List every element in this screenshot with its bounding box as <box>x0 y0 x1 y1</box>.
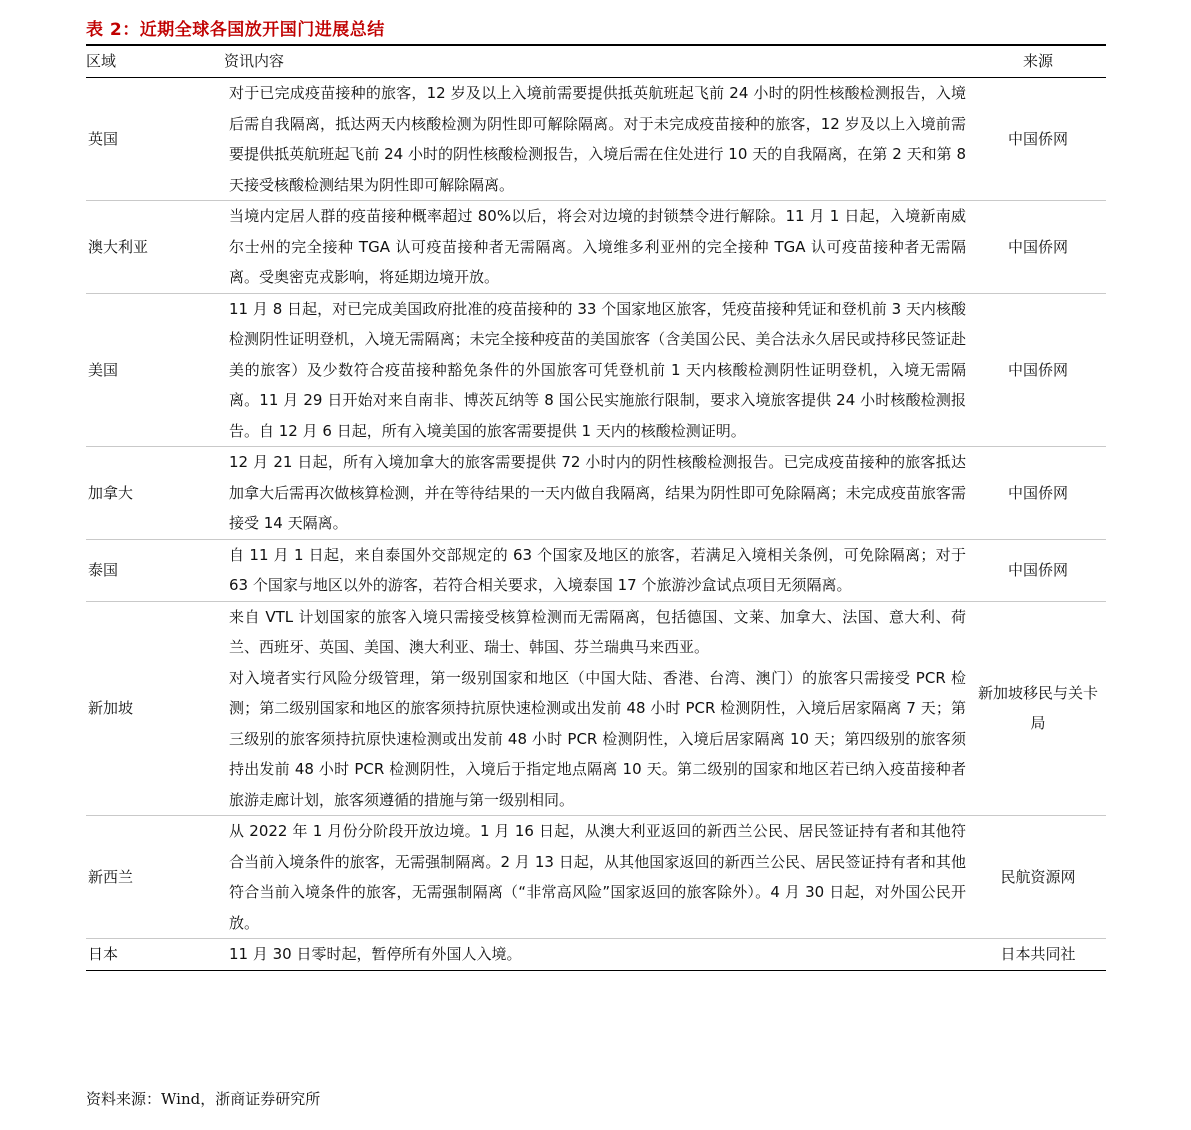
source-cell: 中国侨网 <box>970 539 1106 601</box>
content-paragraph: 11 月 30 日零时起，暂停所有外国人入境。 <box>229 945 522 963</box>
content-cell <box>224 78 970 201</box>
content-paragraph: 当境内定居人群的疫苗接种概率超过 80%以后，将会对边境的封锁禁令进行解除。11 月 1 日起，入境新南威尔士州的完全接种 TGA 认可疫苗接种者无需隔离。入境维多利亚州的完全接种 TGA 认可疫苗接种者无需隔离。受奥密克戎影响，将延期边境开放。 <box>229 207 966 286</box>
content-cell <box>224 201 970 294</box>
source-cell: 日本共同社 <box>970 939 1106 971</box>
table-row <box>86 601 1106 816</box>
source-cell: 中国侨网 <box>970 447 1106 540</box>
table-row <box>86 78 1106 201</box>
source-cell: 中国侨网 <box>970 201 1106 294</box>
region-cell: 英国 <box>86 78 224 201</box>
source-cell: 中国侨网 <box>970 78 1106 201</box>
table-row <box>86 939 1106 971</box>
content-cell <box>224 447 970 540</box>
content-paragraph: 11 月 8 日起，对已完成美国政府批准的疫苗接种的 33 个国家地区旅客，凭疫苗接种凭证和登机前 3 天内核酸检测阴性证明登机，入境无需隔离；未完全接种疫苗的美国旅客（含美国公民、美合法永久居民或持移民签证赴美的旅客）及少数符合疫苗接种豁免条件的外国旅客可凭登机前 1 天内核酸检测阴性证明登机，入境无需隔离。11 月 29 日开始对来自南非、博茨瓦纳等 8 国公民实施旅行限制，要求入境旅客提供 24 小时核酸检测报告。自 12 月 6 日起，所有入境美国的旅客需要提供 1 天内的核酸检测证明。 <box>229 299 966 440</box>
header-row <box>86 46 1106 78</box>
content-cell <box>224 939 970 971</box>
table-row <box>86 447 1106 540</box>
region-cell: 新西兰 <box>86 816 224 939</box>
table-row <box>86 293 1106 447</box>
header-region: 区域 <box>86 46 224 78</box>
region-cell: 泰国 <box>86 539 224 601</box>
source-cell: 新加坡移民与关卡局 <box>970 601 1106 816</box>
table-title: 表 2：近期全球各国放开国门进展总结 <box>86 20 385 40</box>
content-paragraph: 从 2022 年 1 月份分阶段开放边境。1 月 16 日起，从澳大利亚返回的新西兰公民、居民签证持有者和其他符合当前入境条件的旅客，无需强制隔离。2 月 13 日起，从其他国家返回的新西兰公民、居民签证持有者和其他符合当前入境条件的旅客，无需强制隔离（“非常高风险”国家返回的旅客除外）。4 月 30 日起，对外国公民开放。 <box>229 822 966 932</box>
region-cell: 澳大利亚 <box>86 201 224 294</box>
content-paragraph: 对入境者实行风险分级管理，第一级别国家和地区（中国大陆、香港、台湾、澳门）的旅客只需接受 PCR 检测；第二级别国家和地区的旅客须持抗原快速检测或出发前 48 小时 PCR 检测阴性，入境后居家隔离 7 天；第三级别的旅客须持抗原快速检测或出发前 48 小时 PCR 检测阴性，入境后居家隔离 10 天；第四级别的旅客须持出发前 48 小时 PCR 检测阴性，入境后于指定地点隔离 10 天。第二级别的国家和地区若已纳入疫苗接种者旅游走廊计划，旅客须遵循的措施与第一级别相同。 <box>229 668 966 809</box>
source-cell: 中国侨网 <box>970 293 1106 447</box>
content-cell <box>224 816 970 939</box>
header-source: 来源 <box>970 46 1106 78</box>
table-row <box>86 201 1106 294</box>
source-cell: 民航资源网 <box>970 816 1106 939</box>
content-cell <box>224 293 970 447</box>
content-paragraph: 来自 VTL 计划国家的旅客入境只需接受核算检测而无需隔离，包括德国、文莱、加拿大、法国、意大利、荷兰、西班牙、英国、美国、澳大利亚、瑞士、韩国、芬兰瑞典马来西亚。 <box>229 607 966 656</box>
content-cell <box>224 539 970 601</box>
table-row <box>86 539 1106 601</box>
content-paragraph: 对于已完成疫苗接种的旅客，12 岁及以上入境前需要提供抵英航班起飞前 24 小时的阴性核酸检测报告，入境后需自我隔离，抵达两天内核酸检测为阴性即可解除隔离。对于未完成疫苗接种的旅客，12 岁及以上入境前需要提供抵英航班起飞前 24 小时的阴性核酸检测报告，入境后需在住处进行 10 天的自我隔离，在第 2 天和第 8 天接受核酸检测结果为阴性即可解除隔离。 <box>229 84 966 194</box>
content-cell <box>224 601 970 816</box>
policy-table <box>86 46 1106 971</box>
content-paragraph: 12 月 21 日起，所有入境加拿大的旅客需要提供 72 小时内的阴性核酸检测报告。已完成疫苗接种的旅客抵达加拿大后需再次做核算检测，并在等待结果的一天内做自我隔离，结果为阴性即可免除隔离；未完成疫苗旅客需接受 14 天隔离。 <box>229 453 966 532</box>
region-cell: 日本 <box>86 939 224 971</box>
table-row <box>86 816 1106 939</box>
region-cell: 新加坡 <box>86 601 224 816</box>
header-content: 资讯内容 <box>224 46 970 78</box>
region-cell: 加拿大 <box>86 447 224 540</box>
content-paragraph: 自 11 月 1 日起，来自泰国外交部规定的 63 个国家及地区的旅客，若满足入境相关条例，可免除隔离；对于 63 个国家与地区以外的游客，若符合相关要求，入境泰国 17 个旅游沙盒试点项目无须隔离。 <box>229 545 966 594</box>
source-footnote: 资料来源：Wind，浙商证券研究所 <box>86 1090 321 1108</box>
table-body <box>86 78 1106 971</box>
region-cell: 美国 <box>86 293 224 447</box>
